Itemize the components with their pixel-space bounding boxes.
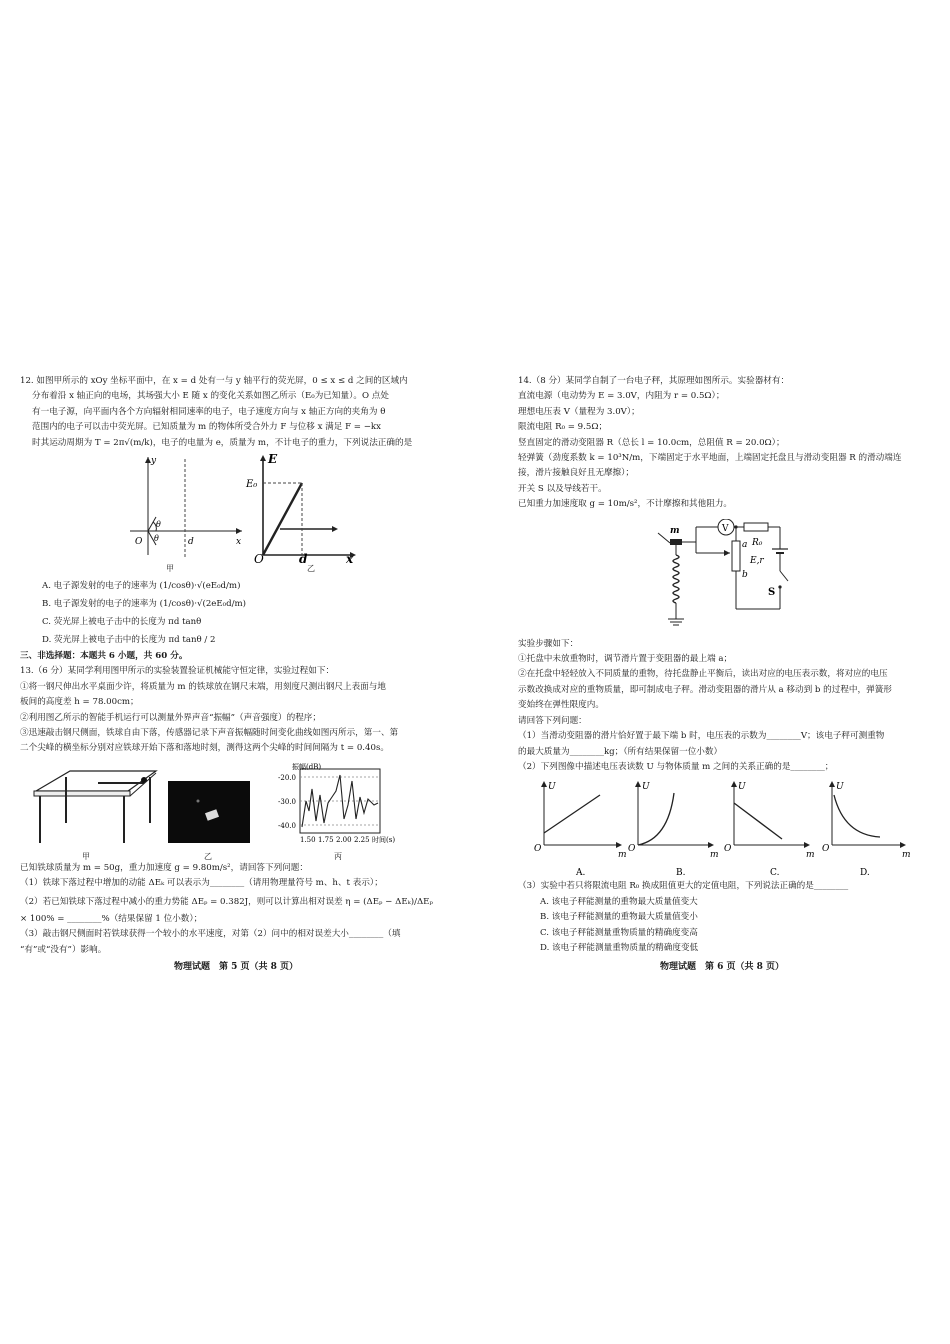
q12-line: 有一电子源，向平面内各个方向辐射相同速率的电子，电子速度方向与 x 轴正方向的夹角为 θ bbox=[32, 406, 386, 417]
q12-option-c: C. 荧光屏上被电子击中的长度为 πd tanθ bbox=[42, 617, 202, 628]
q14-circuit bbox=[518, 519, 928, 637]
fig12-caption-jia: 甲 bbox=[166, 564, 174, 574]
q14-line: 开关 S 以及导线若干。 bbox=[518, 483, 607, 494]
circuit-Er-label: E,r bbox=[750, 555, 764, 566]
fig12-yi-origin-label: O bbox=[254, 552, 264, 564]
fig12-yi-E0-label: E₀ bbox=[246, 479, 258, 491]
circuit-V-label: V bbox=[722, 523, 729, 534]
graph-b-O: O bbox=[628, 844, 636, 855]
q14-step: ①托盘中未放重物时，调节滑片置于变阻器的最上端 a； bbox=[518, 654, 733, 665]
graph-d-label: D. bbox=[860, 868, 870, 879]
left-page bbox=[20, 374, 442, 958]
fig13-xtick: 2.25 bbox=[354, 835, 370, 844]
q14-part3-option: D. 该电子秤能测量重物质量的精确度变低 bbox=[540, 942, 699, 953]
q14-line: 已知重力加速度取 g = 10m/s²，不计摩擦和其他阻力。 bbox=[518, 499, 733, 510]
circuit-a-label: a bbox=[742, 539, 748, 550]
fig13-xtick: 1.50 bbox=[300, 835, 316, 844]
fig12-jia-theta-label: θ bbox=[154, 534, 159, 544]
graph-d-U: U bbox=[836, 782, 844, 793]
q14-line: 限流电阻 R₀ = 9.5Ω； bbox=[518, 422, 608, 433]
page-footer-right: 物理试题 第 6 页（共 8 页） bbox=[660, 962, 785, 972]
fig12-yi-E-label: E bbox=[268, 452, 278, 467]
circuit-svg bbox=[518, 519, 928, 637]
q13-line: ②利用图乙所示的智能手机运行可以测量外界声音“振幅”（声音强度）的程序； bbox=[20, 712, 321, 723]
q14-step: 变始终在弹性限度内。 bbox=[518, 700, 604, 711]
q14-part3-option: A. 该电子秤能测量的重物最大质量值变大 bbox=[540, 896, 698, 907]
fig13-caption-jia: 甲 bbox=[82, 851, 90, 861]
q12-option-a: A. 电子源发射的电子的速率为 (1/cosθ)·√(eE₀d/m) bbox=[42, 581, 241, 592]
graph-c-O: O bbox=[724, 844, 732, 855]
q13-question: （3）敲击钢尺侧面时若铁球获得一个较小的水平速度，对第（2）问中的相对误差大小________（填 bbox=[20, 929, 401, 940]
q14-step: （1）当滑动变阻器的滑片恰好置于最下端 b 时，电压表的示数为________V；该电子秤可测重物 bbox=[518, 731, 885, 742]
q14-line: 竖直固定的滑动变阻器 R（总长 l = 10.0cm，总阻值 R = 20.0Ω）； bbox=[518, 437, 785, 448]
fig13-ytick: -20.0 bbox=[278, 773, 296, 782]
graph-d-O: O bbox=[822, 844, 830, 855]
graph-d-m: m bbox=[902, 850, 911, 861]
q13-figures bbox=[20, 761, 442, 861]
fig13-ylabel: 振幅(dB) bbox=[292, 762, 322, 771]
q14-step: 请回答下列问题： bbox=[518, 715, 587, 726]
fig13-caption-yi: 乙 bbox=[204, 851, 212, 861]
fig12-jia-y-label: y bbox=[151, 456, 157, 467]
q13-line: 板间的高度差 h = 78.00cm； bbox=[20, 697, 139, 708]
q14-line: 14.（8 分）某同学自制了一台电子秤，其原理如图所示。实验器材有： bbox=[518, 376, 790, 386]
graph-c-m: m bbox=[806, 850, 815, 861]
fig13-ytick: -30.0 bbox=[278, 797, 296, 806]
q14-line: 轻弹簧（劲度系数 k = 10³N/m，下端固定于水平地面，上端固定托盘且与滑动变阻器 R 的滑动端连 bbox=[518, 453, 902, 464]
q14-part3-option: B. 该电子秤能测量的重物最大质量值变小 bbox=[540, 912, 698, 923]
q14-step: 实验步骤如下： bbox=[518, 638, 579, 649]
q14-step: （2）下列图像中描述电压表读数 U 与物体质量 m 之间的关系正确的是________； bbox=[518, 761, 834, 772]
q12-line: 范围内的电子可以击中荧光屏。已知质量为 m 的物体所受合外力 F 与位移 x 满足 F = −kx bbox=[32, 422, 381, 433]
graph-a-U: U bbox=[548, 782, 556, 793]
q12-figure-svg bbox=[20, 451, 440, 563]
q12-line: 12. 如图甲所示的 xOy 坐标平面中，在 x = d 处有一与 y 轴平行的荧光屏，0 ≤ x ≤ d 之间的区域内 bbox=[20, 376, 408, 386]
graph-a-label: A. bbox=[576, 868, 586, 879]
q14-graphs bbox=[518, 779, 928, 879]
q13-line: 二个尖峰的横坐标分别对应铁球开始下落和落地时刻，测得这两个尖峰的时间间隔为 t = 0.40s。 bbox=[20, 743, 389, 754]
fig12-yi-x-label: x bbox=[346, 552, 354, 564]
q13-question: × 100% = ________%（结果保留 1 位小数）； bbox=[20, 913, 203, 924]
q14-line: 理想电压表 V（量程为 3.0V）； bbox=[518, 406, 640, 417]
q12-option-b: B. 电子源发射的电子的速率为 (1/cosθ)·√(2eE₀d/m) bbox=[42, 599, 247, 610]
q12-line: 时其运动周期为 T = 2π√(m/k)，电子的电量为 e，质量为 m，不计电子的重力，下列说法正确的是 bbox=[32, 437, 413, 448]
circuit-S-label: S bbox=[768, 586, 776, 598]
fig13-caption-bing: 丙 bbox=[334, 851, 342, 861]
page-footer-left: 物理试题 第 5 页（共 8 页） bbox=[174, 962, 299, 972]
q14-step: ②在托盘中轻轻放入不同质量的重物，待托盘静止平衡后，读出对应的电压表示数，将对应的电压 bbox=[518, 669, 888, 680]
q13-question: （2）若已知铁球下落过程中减小的重力势能 ΔEₚ = 0.382J，则可以计算出相对误差 η = (ΔEₚ − ΔEₖ)/ΔEₚ bbox=[20, 896, 433, 907]
fig13-xtick: 2.00 bbox=[336, 835, 352, 844]
graph-c-U: U bbox=[738, 782, 746, 793]
q14-part3: （3）实验中若只将限流电阻 R₀ 换成阻值更大的定值电阻，下列说法正确的是________ bbox=[518, 881, 849, 892]
fig12-yi-d-label: d bbox=[299, 552, 308, 564]
fig12-jia-origin-label: O bbox=[135, 537, 143, 548]
q14-step: 的最大质量为________kg；（所有结果保留一位小数） bbox=[518, 746, 723, 757]
q14-line: 接，滑片接触良好且无摩擦）； bbox=[518, 468, 635, 479]
fig13-xlabel: 时间(s) bbox=[372, 835, 396, 844]
graph-b-U: U bbox=[642, 782, 650, 793]
right-page bbox=[518, 374, 928, 956]
q13-line: 13.（6 分）某同学利用图甲所示的实验装置验证机械能守恒定律，实验过程如下： bbox=[20, 666, 335, 677]
q13-line: ①将一钢尺伸出水平桌面少许，将质量为 m 的铁球放在钢尺末端，用刻度尺测出钢尺上表面与地 bbox=[20, 681, 386, 692]
q14-part3-option: C. 该电子秤能测量重物质量的精确度变高 bbox=[540, 927, 698, 938]
q13-question: “有”或“没有”）影响。 bbox=[20, 944, 107, 955]
graphs-svg bbox=[518, 779, 928, 879]
fig13-xtick: 1.75 bbox=[318, 835, 334, 844]
section-heading: 三、非选择题：本题共 6 小题，共 60 分。 bbox=[20, 651, 188, 662]
q12-figures bbox=[20, 451, 442, 574]
graph-a-m: m bbox=[618, 850, 627, 861]
circuit-R0-label: R₀ bbox=[752, 537, 763, 548]
graph-a-O: O bbox=[534, 844, 542, 855]
q14-step: 示数改换成对应的重物质量，即可制成电子秤。滑动变阻器的滑片从 a 移动到 b 的过程中，弹簧形 bbox=[518, 684, 892, 695]
graph-c-label: C. bbox=[770, 868, 780, 879]
circuit-b-label: b bbox=[742, 569, 748, 580]
fig13-ytick: -40.0 bbox=[278, 821, 296, 830]
graph-b-m: m bbox=[710, 850, 719, 861]
fig12-jia-d-label: d bbox=[188, 537, 194, 548]
fig12-caption-yi: 乙 bbox=[307, 564, 315, 574]
q13-figure-svg bbox=[20, 761, 440, 861]
fig12-jia-theta-label: θ bbox=[156, 520, 161, 530]
circuit-m-label: m bbox=[670, 525, 680, 536]
graph-b-label: B. bbox=[676, 868, 686, 879]
q14-line: 直流电源（电动势为 E = 3.0V，内阻为 r = 0.5Ω）； bbox=[518, 391, 725, 402]
q12-option-d: D. 荧光屏上被电子击中的长度为 πd tanθ / 2 bbox=[42, 635, 216, 646]
q13-question: 已知铁球质量为 m = 50g，重力加速度 g = 9.80m/s²，请回答下列问题： bbox=[20, 862, 308, 873]
q12-line: 分布着沿 x 轴正向的电场，其场强大小 E 随 x 的变化关系如图乙所示（E₀为已知量）。O 点处 bbox=[32, 391, 389, 402]
q13-line: ③迅速敲击钢尺侧面，铁球自由下落，传感器记录下声音振幅随时间变化曲线如图丙所示，第一、第 bbox=[20, 728, 399, 739]
q13-question: （1）铁球下落过程中增加的动能 ΔEₖ 可以表示为________（请用物理量符号 m、h、t 表示）； bbox=[20, 878, 383, 889]
fig12-jia-x-label: x bbox=[236, 537, 242, 548]
